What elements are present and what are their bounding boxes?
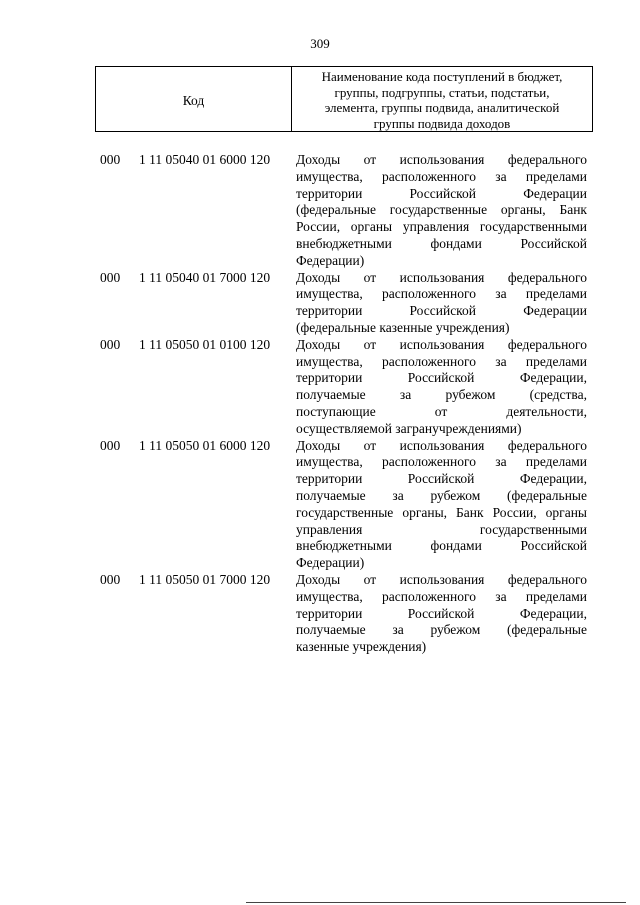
table-row	[0, 152, 640, 270]
revenue-name-line: государственные органы, Банк России, органы	[296, 504, 587, 520]
page-bottom-rule	[246, 902, 626, 903]
header-code-cell: Код	[96, 67, 292, 131]
revenue-name-line: получаемые за рубежом (федеральные	[296, 487, 587, 503]
revenue-name-line: внебюджетными фондами Российской	[296, 538, 587, 554]
revenue-name-line: внебюджетными фондами Российской	[296, 235, 587, 251]
revenue-code-cell: 1 11 05050 01 0100 120	[139, 336, 271, 352]
revenue-name-line: осуществляемой загранучреждениями)	[296, 420, 522, 436]
admin-code-cell: 000	[100, 269, 121, 285]
table-row	[0, 572, 640, 656]
revenue-name-line: Федерации)	[296, 555, 365, 571]
revenue-name-line: территории Российской Федерации,	[296, 370, 587, 386]
revenue-name-line: территории Российской Федерации,	[296, 605, 587, 621]
revenue-name-line: поступающие от деятельности,	[296, 403, 587, 419]
revenue-name-line: Доходы от использования федерального	[296, 336, 587, 352]
revenue-name-line: Доходы от использования федерального	[296, 571, 587, 587]
revenue-name-line: территории Российской Федерации	[296, 185, 587, 201]
header-name-cell	[292, 67, 592, 131]
revenue-code-cell: 1 11 05040 01 6000 120	[139, 152, 271, 167]
revenue-name-cell	[296, 337, 587, 438]
revenue-name-line: имущества, расположенного за пределами	[296, 454, 587, 470]
table-row	[0, 438, 640, 572]
admin-code-cell: 000	[100, 152, 121, 167]
revenue-name-line: получаемые за рубежом (федеральные	[296, 622, 587, 638]
admin-code-cell: 000	[100, 336, 121, 352]
revenue-name-line: Доходы от использования федерального	[296, 152, 587, 167]
revenue-name-cell	[296, 438, 587, 572]
revenue-name-line: имущества, расположенного за пределами	[296, 588, 587, 604]
revenue-name-line: Доходы от использования федерального	[296, 269, 587, 285]
revenue-name-line: территории Российской Федерации	[296, 303, 587, 319]
revenue-name-line: имущества, расположенного за пределами	[296, 168, 587, 184]
table-row	[0, 270, 640, 337]
revenue-name-cell	[296, 572, 587, 656]
revenue-name-line: Федерации)	[296, 252, 365, 268]
table-body	[0, 152, 640, 656]
revenue-name-line: (федеральные казенные учреждения)	[296, 319, 510, 335]
admin-code-cell: 000	[100, 437, 121, 453]
revenue-name-line: управления государственными	[296, 521, 587, 537]
revenue-name-line: имущества, расположенного за пределами	[296, 353, 587, 369]
revenue-name-cell	[296, 270, 587, 337]
header-name-line: элемента, группы подвида, аналитической	[324, 100, 560, 115]
revenue-name-line: имущества, расположенного за пределами	[296, 286, 587, 302]
table-row	[0, 337, 640, 438]
table-header	[95, 66, 593, 132]
revenue-code-cell: 1 11 05050 01 7000 120	[139, 571, 271, 587]
page-number: 309	[310, 36, 330, 51]
revenue-code-cell: 1 11 05040 01 7000 120	[139, 269, 271, 285]
revenue-name-line: (федеральные государственные органы, Банк	[296, 202, 587, 218]
revenue-name-line: территории Российской Федерации,	[296, 471, 587, 487]
revenue-name-line: России, органы управления государственными	[296, 219, 587, 235]
header-name-line: Наименование кода поступлений в бюджет,	[321, 69, 563, 84]
revenue-name-cell	[296, 152, 587, 270]
header-name-line: группы подвида доходов	[373, 115, 511, 131]
revenue-name-line: получаемые за рубежом (средства,	[296, 387, 587, 403]
revenue-name-line: казенные учреждения)	[296, 639, 427, 655]
revenue-name-line: Доходы от использования федерального	[296, 437, 587, 453]
header-name-line: группы, подгруппы, статьи, подстатьи,	[334, 84, 550, 100]
admin-code-cell: 000	[100, 571, 121, 587]
revenue-code-cell: 1 11 05050 01 6000 120	[139, 437, 271, 453]
